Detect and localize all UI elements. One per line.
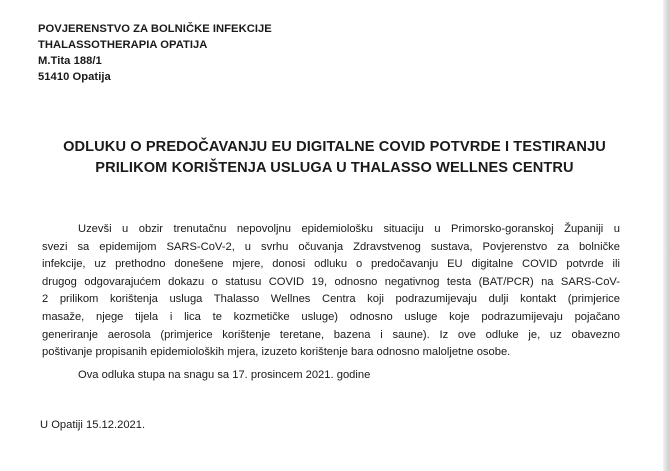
paragraph-line: Uzevši u obzir trenutačnu nepovoljnu epidemiološku situaciju u Primorsko-goranskoj Županiji u: [78, 223, 620, 235]
sender-line: POVJERENSTVO ZA BOLNIČKE INFEKCIJE: [38, 23, 272, 35]
title-line: ODLUKU O PREDOČAVANJU EU DIGITALNE COVID POTVRDE I TESTIRANJU: [63, 139, 606, 155]
paragraph-line: 2 prilikom korištenja usluga Thalasso Wellnes Centra koji podrazumijevaju dulji kontakt (primjerice: [42, 293, 620, 306]
paragraph-line: infekcije, uz prethodno donešene mjere, donosi odluku o predočavanju EU digitalne COVID potvrde ili: [42, 258, 620, 271]
decision-paragraph: [42, 221, 620, 362]
title-line: PRILIKOM KORIŠTENJA USLUGA U THALASSO WELLNES CENTRU: [95, 160, 574, 176]
sender-line: THALASSOTHERAPIA OPATIJA: [38, 39, 208, 51]
paragraph-line: masaže, njege tijela i lica te kozmetičke usluge) odnosno usluge koje podrazumijevaju pojačano: [42, 310, 620, 323]
paragraph-line: generiranje aerosola (primjerice korištenje teretane, bazena i saune). Iz ove odluke je, uz obavezno: [42, 328, 620, 341]
paragraph-line: poštivanje propisanih epidemioloških mjera, izuzeto korištenje bara odnosno maloljetne osobe.: [42, 346, 511, 359]
sender-address-block: [38, 21, 272, 85]
sender-line: M.Tita 188/1: [38, 55, 102, 67]
effective-date-statement: Ova odluka stupa na snagu sa 17. prosincem 2021. godine: [78, 369, 371, 381]
place-and-date: U Opatiji 15.12.2021.: [40, 419, 146, 431]
page-edge-shadow: [663, 0, 669, 471]
sender-line: 51410 Opatija: [38, 71, 111, 83]
paragraph-line: drugog odgovarajućem dokazu o statusu COVID 19, odnosno negativnog testa (BAT/PCR) na SARS-CoV-: [42, 275, 620, 288]
paragraph-line: svezi sa epidemijom SARS-CoV-2, u svrhu očuvanja Zdravstvenog sustava, Povjerenstvo za bolničke: [42, 240, 620, 253]
document-title: [0, 137, 669, 179]
